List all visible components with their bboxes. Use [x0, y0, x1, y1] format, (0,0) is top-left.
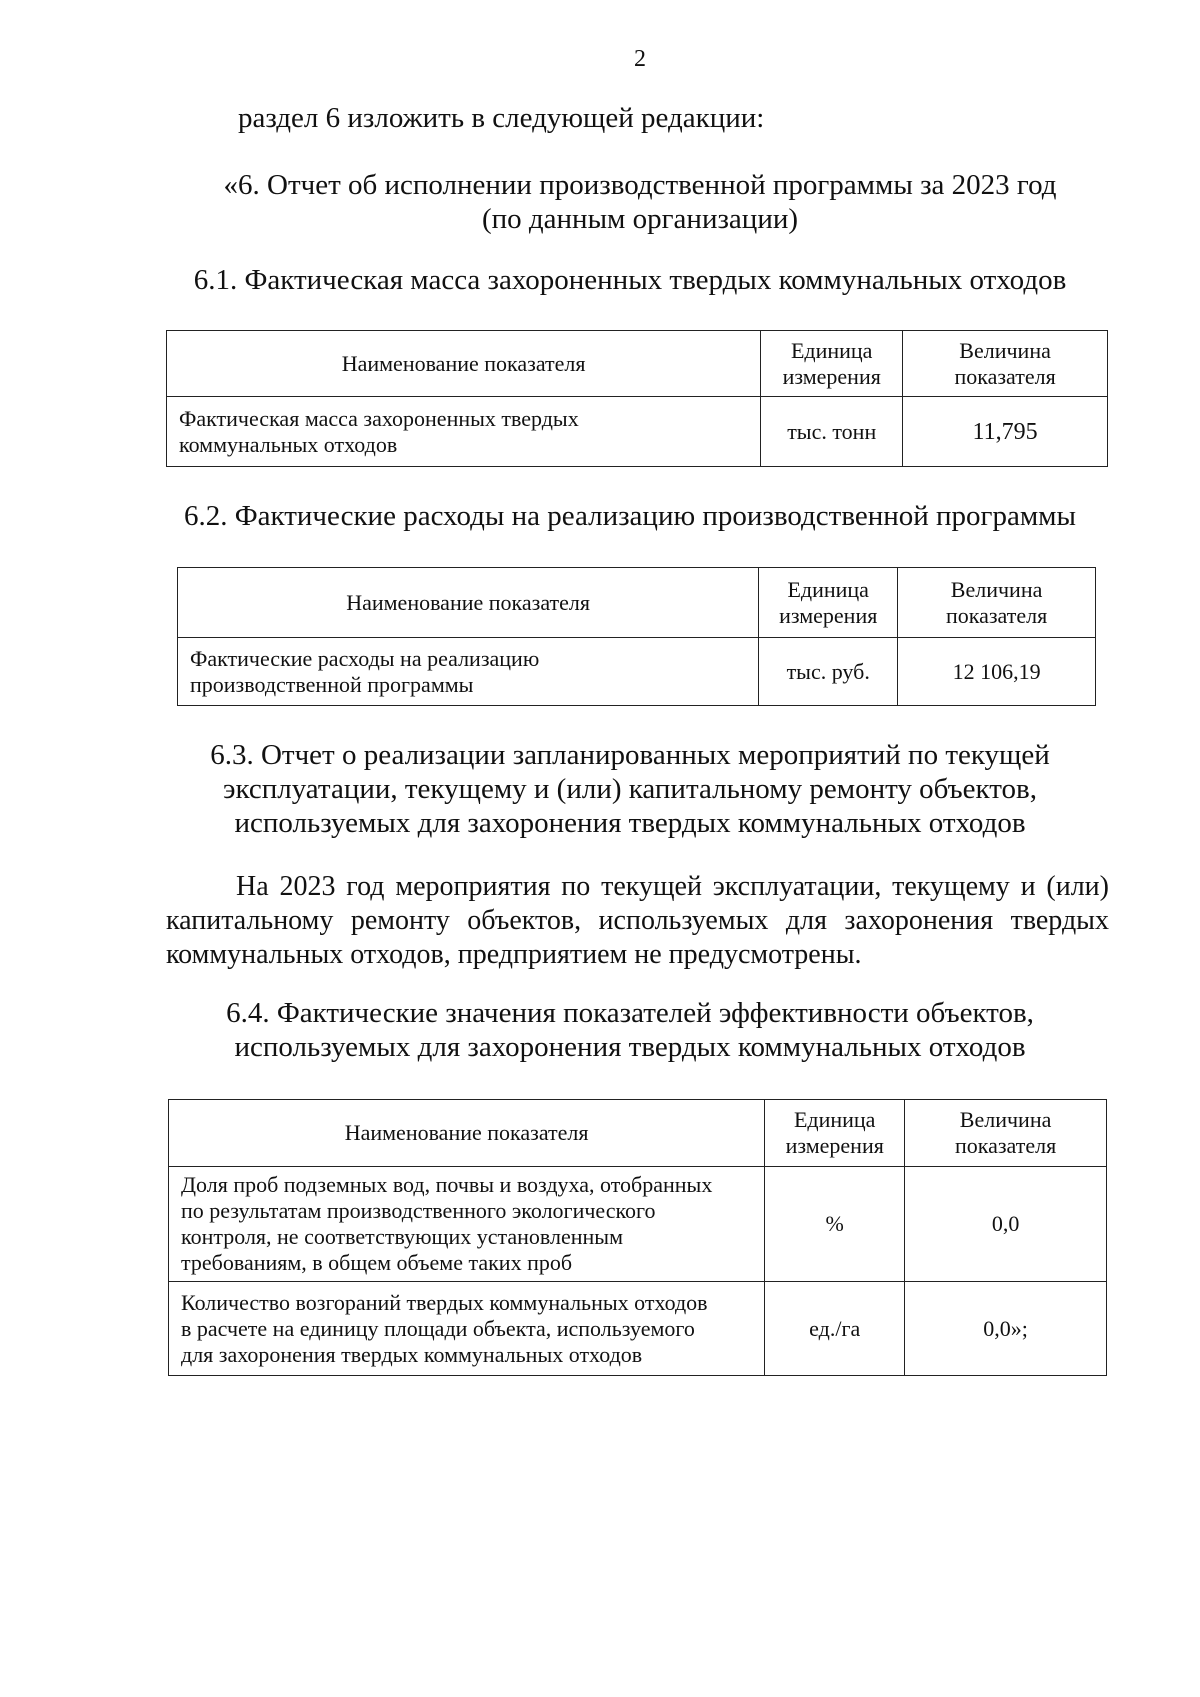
row-indicator-name [169, 1167, 765, 1282]
section-6-4-heading [150, 996, 1110, 1064]
row-unit: ед./га [765, 1282, 905, 1376]
header-unit [761, 331, 903, 397]
table-row [169, 1167, 1107, 1282]
row-unit: тыс. руб. [759, 638, 898, 706]
row-name-line-2: коммунальных отходов [179, 431, 398, 457]
paragraph-text: На 2023 год мероприятия по текущей эксплуатации, текущему и (или) капитальному ремонту объектов, используемых для захоронения твердых коммунальных отходов, предприятием не предусмотрены. [166, 871, 1109, 970]
row-indicator-name [169, 1282, 765, 1376]
row-name-line-1: Доля проб подземных вод, почвы и воздуха, отобранных [181, 1172, 713, 1197]
section-6-3-heading-line-3: используемых для захоронения твердых коммунальных отходов [234, 807, 1026, 839]
section-6-4-heading-line-1: 6.4. Фактические значения показателей эффективности объектов, [226, 997, 1034, 1029]
row-unit: тыс. тонн [761, 397, 903, 467]
header-value-line-2: показателя [954, 363, 1056, 389]
row-name-line-2: по результатам производственного экологического [181, 1198, 656, 1223]
table-efficiency-indicators [168, 1099, 1107, 1376]
row-name-line-4: требованиям, в общем объеме таких проб [181, 1250, 573, 1275]
section-6-2-heading: 6.2. Фактические расходы на реализацию производственной программы [183, 500, 1077, 532]
section-6-4-heading-line-2: используемых для захоронения твердых коммунальных отходов [234, 1031, 1026, 1063]
table-header-row [178, 568, 1096, 638]
table-row [167, 397, 1108, 467]
header-unit-line-1: Единица [787, 576, 869, 602]
document-title-line-2: (по данным организации) [481, 203, 799, 235]
section-6-3-heading-line-2: эксплуатации, текущему и (или) капитальному ремонту объектов, [223, 773, 1037, 805]
header-value-line-2: показателя [954, 1133, 1057, 1158]
table-header-row [169, 1100, 1107, 1167]
header-value-line-1: Величина [959, 337, 1051, 363]
header-value [903, 331, 1108, 397]
section-6-3-paragraph [166, 870, 1109, 972]
header-indicator-name: Наименование показателя [167, 331, 761, 397]
section-6-1-heading: 6.1. Фактическая масса захороненных твердых коммунальных отходов [193, 264, 1067, 296]
header-unit-line-1: Единица [793, 1107, 876, 1132]
header-value [898, 568, 1096, 638]
header-value-line-2: показателя [945, 602, 1048, 628]
header-unit [765, 1100, 905, 1167]
row-name-line-1: Количество возгораний твердых коммунальных отходов [181, 1289, 708, 1315]
header-value-line-1: Величина [950, 576, 1043, 602]
table-actual-expenses [177, 567, 1096, 706]
header-unit-line-2: измерения [779, 602, 878, 628]
page-number: 2 [634, 46, 646, 72]
row-value: 0,0 [905, 1167, 1107, 1282]
header-value [905, 1100, 1107, 1167]
table-row [178, 638, 1096, 706]
row-indicator-name [178, 638, 759, 706]
row-value: 12 106,19 [898, 638, 1096, 706]
row-value: 0,0»; [905, 1282, 1107, 1376]
row-name-line-2: производственной программы [190, 671, 474, 697]
row-value: 11,795 [903, 397, 1108, 467]
table-header-row [167, 331, 1108, 397]
row-name-line-1: Фактические расходы на реализацию [190, 645, 540, 671]
header-indicator-name: Наименование показателя [178, 568, 759, 638]
document-title [160, 168, 1120, 236]
row-name-line-3: для захоронения твердых коммунальных отходов [181, 1341, 643, 1367]
row-name-line-2: в расчете на единицу площади объекта, используемого [181, 1315, 695, 1341]
header-unit-line-2: измерения [785, 1133, 884, 1158]
document-title-line-1: «6. Отчет об исполнении производственной программы за 2023 год [223, 169, 1057, 201]
table-row [169, 1282, 1107, 1376]
row-unit: % [765, 1167, 905, 1282]
row-indicator-name [167, 397, 761, 467]
row-name-line-3: контроля, не соответствующих установленным [181, 1224, 624, 1249]
header-value-line-1: Величина [959, 1107, 1052, 1132]
header-unit-line-2: измерения [782, 363, 881, 389]
table-actual-waste-mass [166, 330, 1108, 467]
section-6-3-heading [150, 738, 1110, 840]
section-6-3-heading-line-1: 6.3. Отчет о реализации запланированных мероприятий по текущей [210, 739, 1050, 771]
header-unit-line-1: Единица [790, 337, 873, 363]
intro-text: раздел 6 изложить в следующей редакции: [238, 102, 765, 134]
header-indicator-name: Наименование показателя [169, 1100, 765, 1167]
header-unit [759, 568, 898, 638]
row-name-line-1: Фактическая масса захороненных твердых [179, 405, 579, 431]
